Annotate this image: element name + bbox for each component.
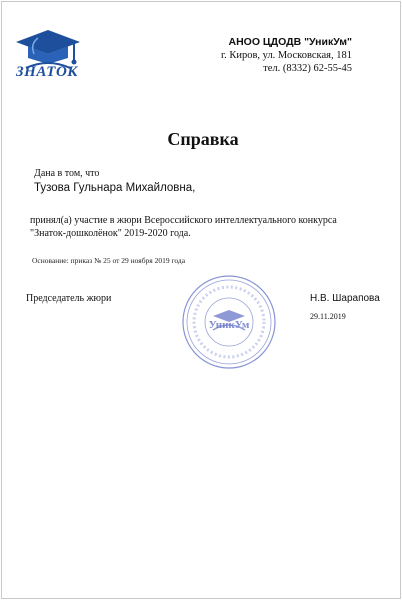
- certificate-page: [1, 1, 401, 599]
- organization-address: г. Киров, ул. Московская, 181: [220, 50, 352, 61]
- person-name: Тузова Гульнара Михайловна,: [34, 182, 196, 194]
- signature-date: 29.11.2019: [310, 312, 346, 321]
- document-title: Справка: [167, 129, 239, 149]
- organization-phone: тел. (8332) 62-55-45: [263, 63, 352, 74]
- stamp-text: УникУм: [208, 319, 250, 331]
- signer-role: Председатель жюри: [26, 293, 112, 304]
- participation-line-1: принял(а) участие в жюри Всероссийского интеллектуального конкурса: [30, 215, 337, 226]
- participation-line-2: "Знаток-дошколёнок" 2019-2020 года.: [30, 228, 191, 239]
- logo-text: ЗНАТОК: [16, 64, 78, 80]
- signer-name: Н.В. Шарапова: [310, 293, 380, 304]
- intro-text: Дана в том, что: [34, 168, 100, 179]
- organization-name: АНОО ЦДОДВ "УникУм": [228, 36, 352, 48]
- round-stamp-icon: [179, 272, 279, 372]
- organization-header: [221, 36, 352, 75]
- basis-text: Основание: приказ № 25 от 29 ноября 2019 года: [32, 256, 186, 265]
